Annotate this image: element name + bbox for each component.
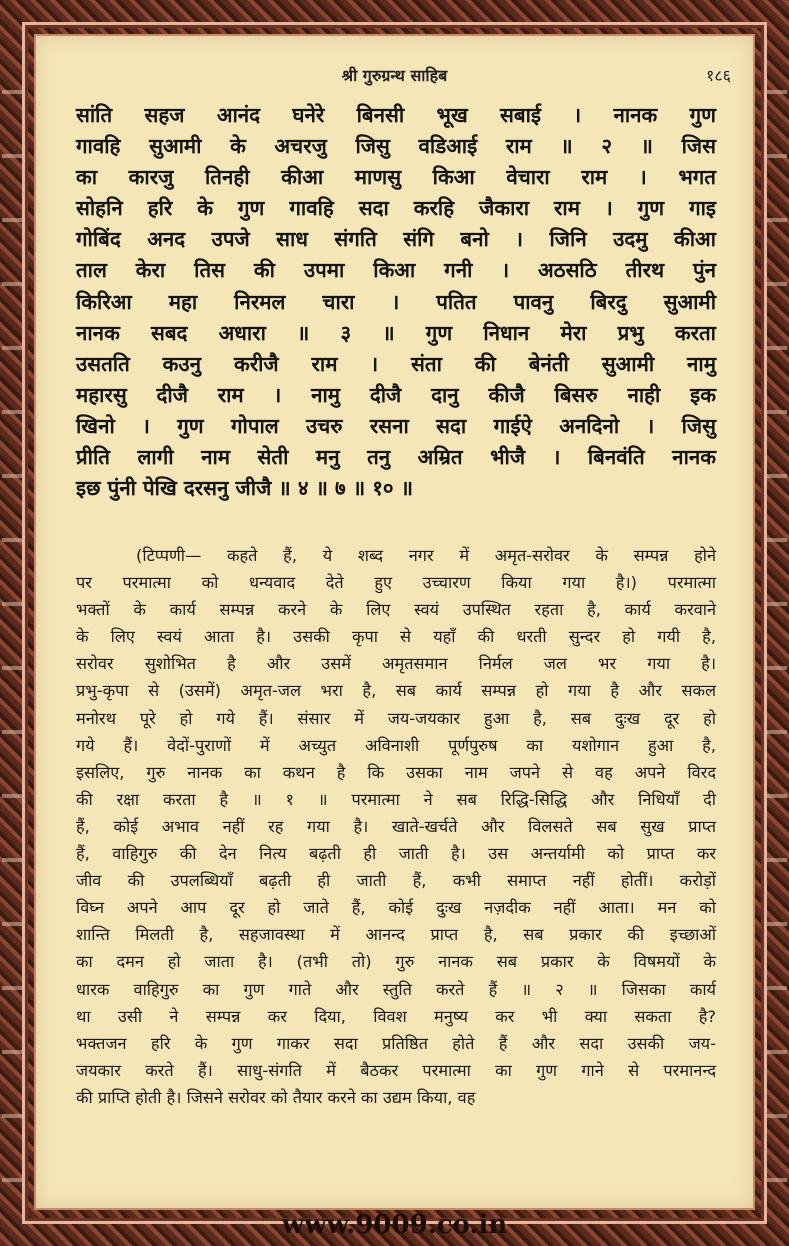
commentary-line: भक्तों के कार्य सम्पन्न करने के लिए स्वयं उपस्थित रहता है, कार्य करवाने [76,600,716,620]
page-number: १८६ [706,66,731,85]
verse-line: प्रीति लागी नाम सेती मनु तनु अम्रित भीजै । बिनवंति नानक [76,445,716,470]
commentary-line: जयकार करते हैं। साधु-संगति में बैठकर परमात्मा का गुण गाने से परमानन्द [76,1060,716,1080]
commentary-line: इसलिए, गुरु नानक का कथन है कि उसका नाम जपने से वह अपने विरद [76,762,716,782]
commentary-line: (टिप्पणी— कहते हैं, ये शब्द नगर में अमृत-सरोवर के सम्पन्न होने [136,546,716,565]
page-title: श्री गुरुग्रन्थ साहिब [341,66,448,85]
verse-line: गोबिंद अनद उपजे साध संगति संगि बनो । जिनि उदमु कीआ [76,227,716,252]
commentary-line: धारक वाहिगुरु का गुण गाते और स्तुति करते हैं ॥ २ ॥ जिसका कार्य [76,979,716,999]
verse-line: ताल केरा तिस की उपमा किआ गनी । अठसठि तीरथ पुंन [76,258,716,283]
verse-line: नानक सबद अधारा ॥ ३ ॥ गुण निधान मेरा प्रभु करता [76,320,716,345]
verse-line: इछ पुंनी पेखि दरसनु जीजै ॥ ४ ॥ ७ ॥ १० ॥ [76,476,413,501]
commentary-line: हैं, वाहिगुरु की देन नित्य बढ़ती ही जाती है। उस अन्तर्यामी को प्राप्त कर [76,844,716,864]
verse-line: खिनो । गुण गोपाल उचरु रसना सदा गाईऐ अनदिनो । जिसु [76,413,716,438]
commentary-line: गये हैं। वेदों-पुराणों में अच्युत अविनाशी पूर्णपुरुष का यशोगान हुआ है, [76,735,716,755]
commentary-line: पर परमात्मा को धन्यवाद देते हुए उच्चारण किया गया है।) परमात्मा [76,573,716,593]
commentary-line: मनोरथ पूरे हो गये हैं। संसार में जय-जयकार हुआ है, सब दुःख दूर हो [76,708,716,728]
commentary-line: था उसी ने सम्पन्न कर दिया, विवश मनुष्य कर भी क्या सकता है? [76,1006,716,1026]
scripture-page [36,36,753,1208]
commentary-line: सरोवर सुशोभित है और उसमें अमृतसमान निर्मल जल भर गया है। [76,654,716,674]
commentary-line: प्रभु-कृपा से (उसमें) अमृत-जल भरा है, सब कार्य सम्पन्न हो गया है और सकल [76,681,716,701]
page-header [36,64,753,88]
commentary-line: भक्तजन हरि के गुण गाकर सदा प्रतिष्ठित होते हैं और सदा उसकी जय- [76,1033,716,1053]
commentary-line: जीव की उपलब्धियाँ बढ़ती ही जाती हैं, कभी समाप्त नहीं होतीं। करोड़ों [76,871,716,891]
commentary-line: हैं, कोई अभाव नहीं रह गया है। खाते-खर्चते और विलसते सब सुख प्राप्त [76,816,716,836]
frame-side-ornament-left [2,60,24,1190]
verse-line: उसतति कउनु करीजै राम । संता की बेनंती सुआमी नामु [76,351,716,376]
frame-side-ornament-right [765,60,787,1190]
verse-line: महारसु दीजै राम । नामु दीजै दानु कीजै बिसरु नाही इक [76,382,716,407]
verse-line: किरिआ महा निरमल चारा । पतित पावनु बिरदु सुआमी [76,289,716,314]
commentary-line: का दमन हो जाता है। (तभी तो) गुरु नानक सब प्रकार के विषमयों के [76,952,716,972]
verse-line: का कारजु तिनही कीआ माणसु किआ वेचारा राम । भगत [76,165,716,190]
commentary-line: विघ्न अपने आप दूर हो जाते हैं, कोई दुःख नज़दीक नहीं आता। मन को [76,898,716,918]
verse-line: सोहनि हरि के गुण गावहि सदा करहि जैकारा राम । गुण गाइ [76,196,716,221]
website-footer: www.9009.co.in [281,1210,508,1240]
commentary-line: के लिए स्वयं आता है। उसकी कृपा से यहाँ की धरती सुन्दर हो गयी है, [76,627,716,647]
verse-line: गावहि सुआमी के अचरजु जिसु वडिआई राम ॥ २ ॥ जिस [76,134,716,159]
commentary-line: की रक्षा करता है ॥ १ ॥ परमात्मा ने सब रिद्धि-सिद्धि और निधियाँ दी [76,789,716,809]
commentary-line: की प्राप्ति होती है। जिसने सरोवर को तैयार करने का उद्यम किया, वह [76,1087,476,1107]
commentary-line: शान्ति मिलती है, सहजावस्था में आनन्द प्राप्त है, सब प्रकार की इच्छाओं [76,925,716,945]
verse-line: सांति सहज आनंद घनेरे बिनसी भूख सबाई । नानक गुण [76,103,716,127]
verse-block [76,100,716,504]
commentary-block [76,542,716,1111]
